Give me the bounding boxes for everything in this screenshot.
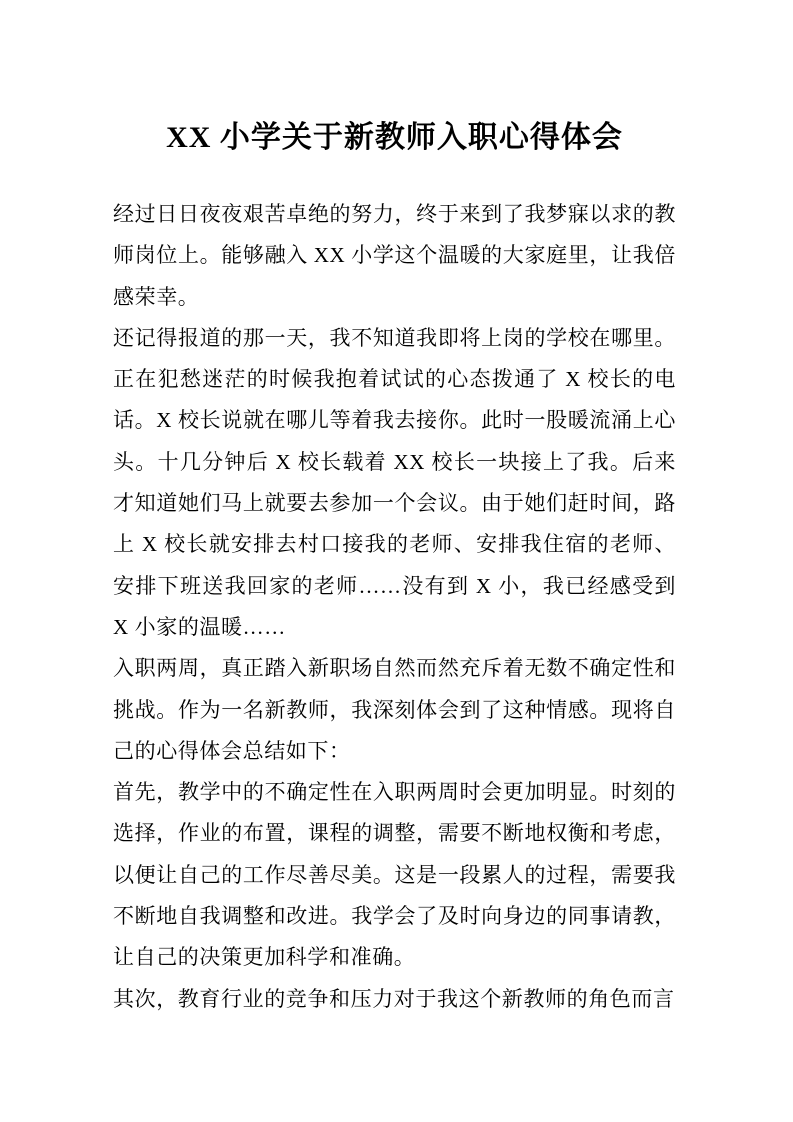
- paragraph-1: 经过日日夜夜艰苦卓绝的努力，终于来到了我梦寐以求的教师岗位上。能够融入 XX 小学这个温暖的大家庭里，让我倍感荣幸。: [113, 202, 676, 309]
- paragraph-2: 还记得报道的那一天，我不知道我即将上岗的学校在哪里。正在犯愁迷茫的时候我抱着试试的心态拨通了 X 校长的电话。X 校长说就在哪儿等着我去接你。此时一股暖流涌上心头。十几分钟后 X 校长载着 XX 校长一块接上了我。后来才知道她们马上就要去参加一个会议。由于她们赶时间，路上 X 校长就安排去村口接我的老师、安排我住宿的老师、安排下班送我回家的老师……没有到 X 小，我已经感受到 X 小家的温暖……: [113, 325, 676, 639]
- document-body: [113, 194, 676, 1020]
- document-title: XX 小学关于新教师入职心得体会: [166, 121, 623, 154]
- paragraph-3: 入职两周，真正踏入新职场自然而然充斥着无数不确定性和挑战。作为一名新教师，我深刻体会到了这种情感。现将自己的心得体会总结如下：: [113, 656, 676, 763]
- paragraph-4: 首先，教学中的不确定性在入职两周时会更加明显。时刻的选择，作业的布置，课程的调整，需要不断地权衡和考虑，以便让自己的工作尽善尽美。这是一段累人的过程，需要我不断地自我调整和改进。我学会了及时向身边的同事请教，让自己的决策更加科学和准确。: [113, 780, 676, 970]
- paragraph-5: 其次，教育行业的竞争和压力对于我这个新教师的角色而言: [113, 986, 675, 1011]
